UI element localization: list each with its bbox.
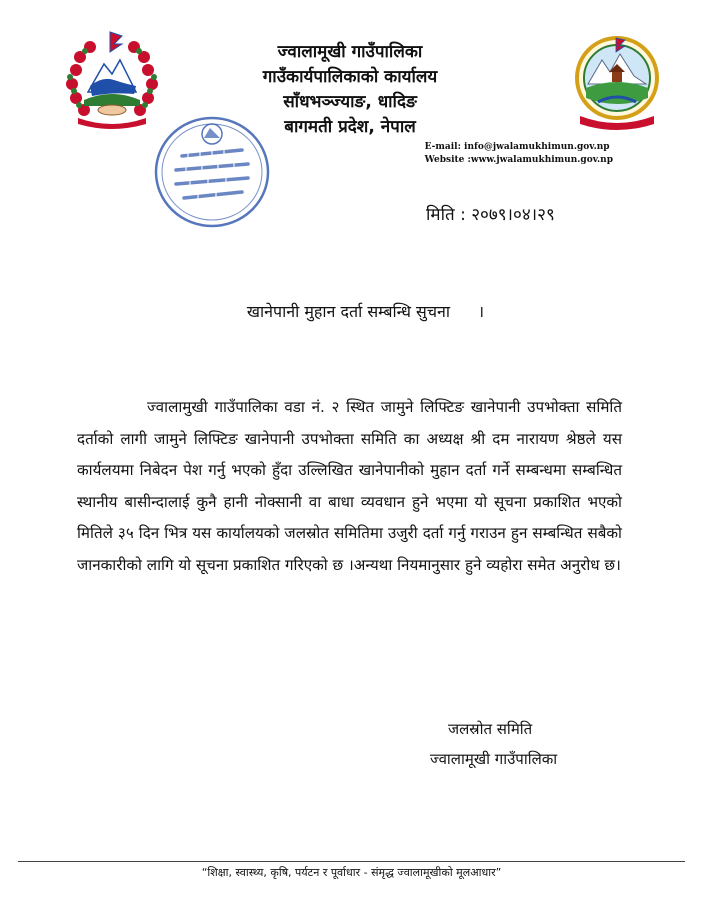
signature-municipality: ज्वालामूखी गाउँपालिका	[430, 750, 558, 768]
website-line[interactable]	[425, 154, 613, 167]
notice-date: मिति : २०७९।०४।२९	[426, 205, 555, 225]
body-paragraph: ज्वालामुखी गाउँपालिका वडा नं. २ स्थित जामुने लिफ्टिङ खानेपानी उपभोक्ता समिति दर्ताको लागी जामुने लिफ्टिङ खानेपानी उपभोक्ता समिति का अध्यक्ष श्री दम नारायण श्रेष्ठले यस कार्यलयमा निबेदन पेश गर्नु भएको हुँदा उल्लिखित खानेपानीको मुहान दर्ता गर्ने सम्बन्धमा सम्बन्धित स्थानीय बासीन्दालाई कुनै हानी नोक्सानी वा बाधा व्यवधान हुने भएमा यो सूचना प्रकाशित भएको मितिले ३५ दिन भित्र यस कार्यालयको जलस्रोत समितिमा उजुरी दर्ता गर्नु गराउन हुन सम्बन्धित सबैको जानकारीको लागि यो सूचना प्रकाशित गरिएको छ ।अन्यथा नियमानुसार हुने व्यहोरा समेत अनुरोध छ।	[77, 398, 622, 574]
subject-text: खानेपानी मुहान दर्ता सम्बन्धि सुचना	[246, 302, 451, 321]
nepal-emblem-logo	[62, 30, 162, 130]
letterhead-location: साँधभञ्ज्याङ, धादिङ	[283, 92, 417, 112]
signature-block	[430, 714, 557, 774]
signature-committee: जलस्रोत समिति	[448, 720, 533, 738]
municipality-logo	[574, 32, 660, 132]
letterhead-office-name: गाउँकार्यपालिकाको कार्यालय	[262, 67, 438, 87]
contact-info	[425, 141, 613, 167]
letterhead-province: बागमती प्रदेश, नेपाल	[284, 117, 416, 137]
email-line[interactable]	[425, 141, 613, 154]
footer-motto: “शिक्षा, स्वास्थ्य, कृषि, पर्यटन र पूर्वाधार - संमृद्ध ज्वालामूखीको मूलआधार”	[201, 866, 502, 879]
subject-mark: ।	[478, 302, 485, 321]
notice-body	[77, 392, 622, 582]
letterhead-municipality-name: ज्वालामूखी गाउँपालिका	[277, 42, 423, 62]
email-link[interactable]: E-mail: info@jwalamukhimun.gov.np	[424, 142, 610, 152]
notice-subject	[0, 300, 703, 322]
website-link[interactable]: Website :www.jwalamukhimun.gov.np	[424, 155, 613, 165]
footer-divider	[18, 861, 685, 862]
official-stamp	[152, 112, 272, 232]
